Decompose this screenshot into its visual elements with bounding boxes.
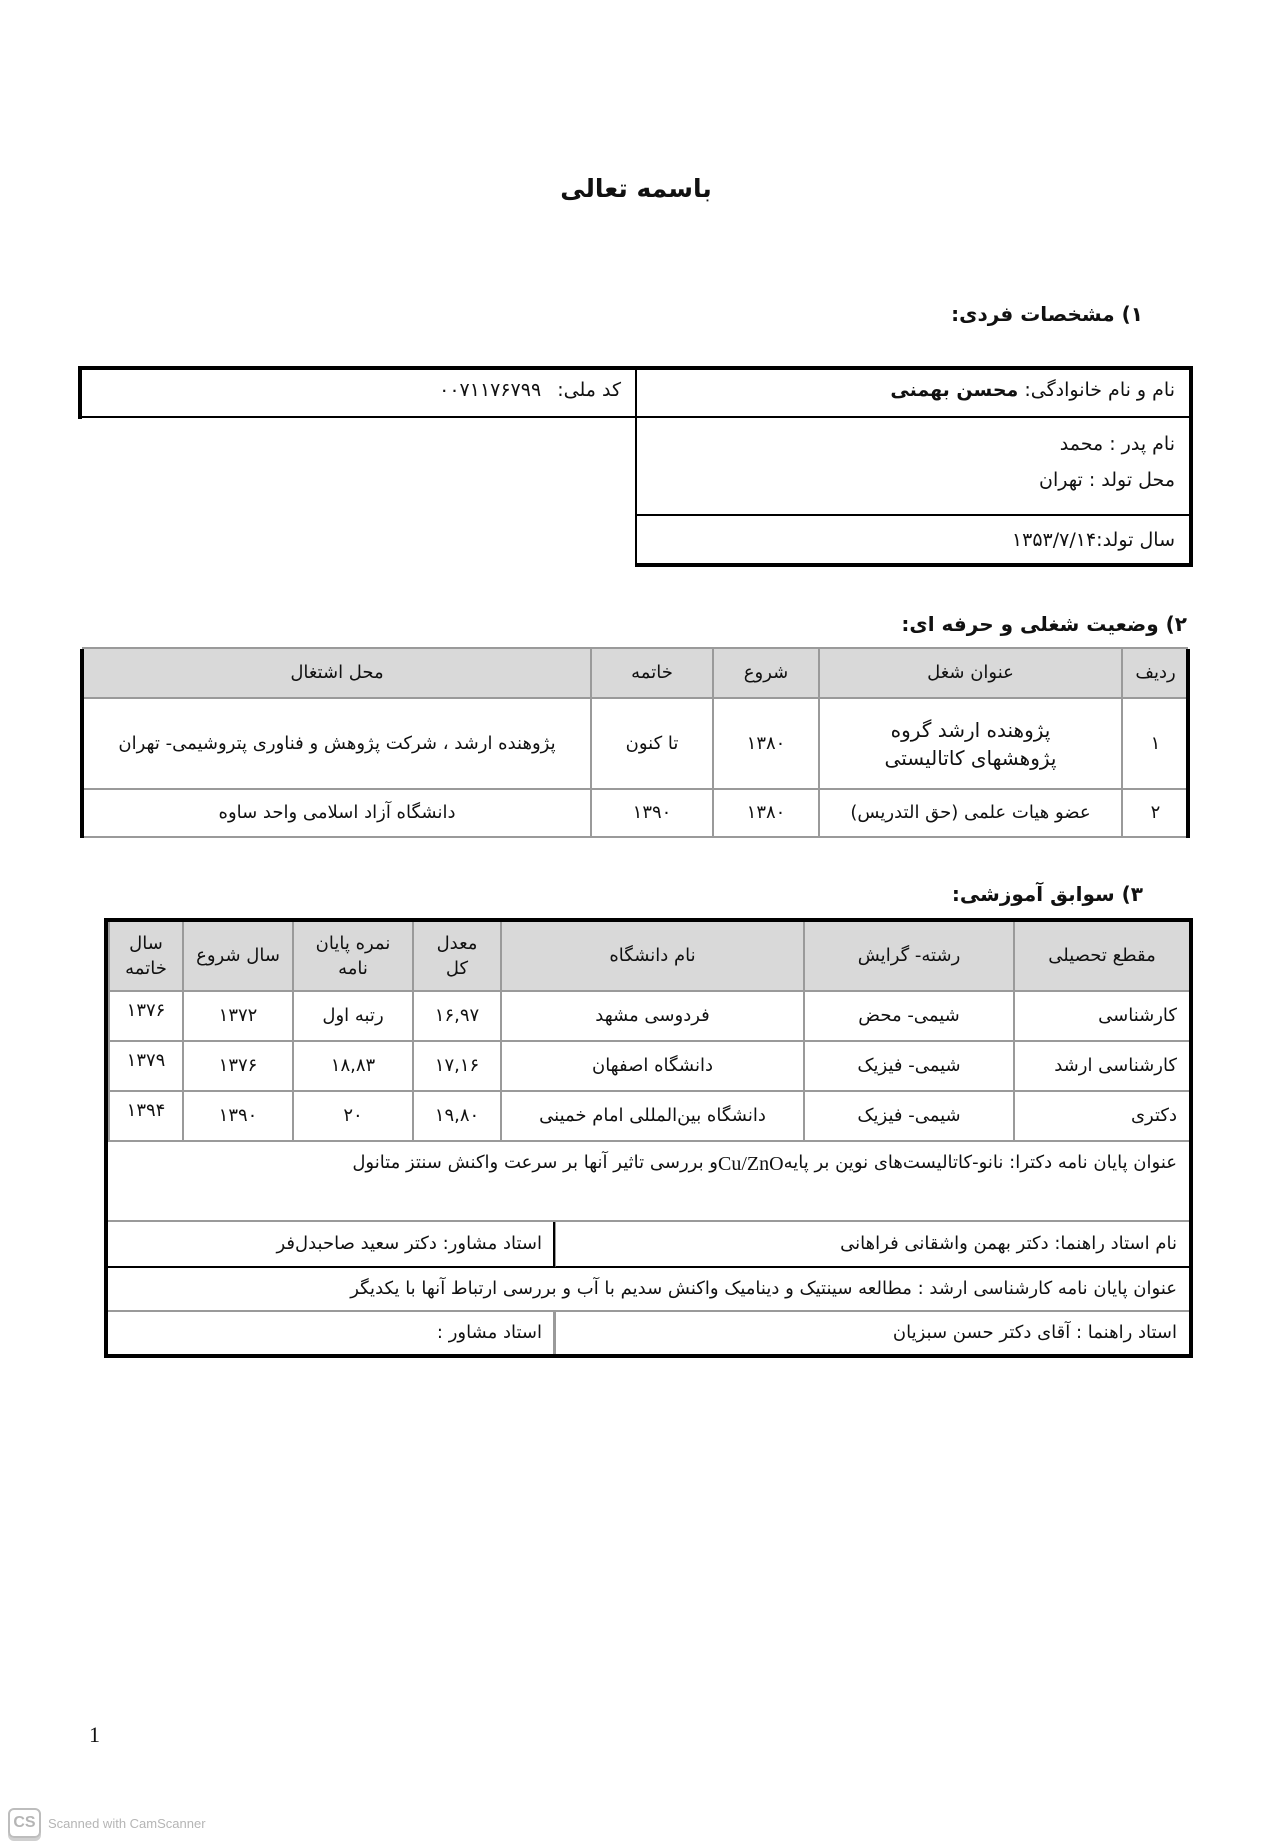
personal-info-table xyxy=(78,366,1193,566)
section-personal-heading: ۱) مشخصات فردی: xyxy=(951,302,1143,326)
table-cell-degree: دکتری xyxy=(1013,1092,1189,1142)
phd-supervisor: نام استاد راهنما: دکتر بهمن واشقانی فراهانی xyxy=(554,1222,1189,1268)
national-code-value: ۰۰۷۱۱۷۶۷۹۹ xyxy=(439,379,542,401)
table-cell-field: شیمی- محض xyxy=(803,992,1013,1042)
full-name-value: محسن بهمنی xyxy=(890,379,1019,401)
table-border xyxy=(635,514,1193,516)
table-cell-start: ۱۳۸۰ xyxy=(712,699,818,790)
page-number: 1 xyxy=(89,1722,100,1747)
section-education-heading: ۳) سوابق آموزشی: xyxy=(951,882,1143,906)
column-header-gpa: معدل کل xyxy=(412,922,500,992)
column-header-field: رشته- گرایش xyxy=(803,922,1013,992)
table-cell-university: دانشگاه بین‌المللی امام خمینی xyxy=(500,1092,803,1142)
table-cell-start: ۱۳۸۰ xyxy=(712,790,818,838)
table-cell-gpa: ۱۹,۸۰ xyxy=(412,1092,500,1142)
table-cell-end: ۱۳۹۰ xyxy=(590,790,712,838)
full-name-label: نام و نام خانوادگی: xyxy=(1018,379,1175,401)
table-cell-thesis-grade: رتبه اول xyxy=(292,992,412,1042)
table-cell-degree: کارشناسی xyxy=(1013,992,1189,1042)
table-cell-start-year: ۱۳۷۶ xyxy=(182,1042,292,1092)
table-border xyxy=(553,1222,555,1268)
section-employment-heading: ۲) وضعیت شغلی و حرفه ای: xyxy=(901,612,1187,636)
camscanner-text: Scanned with CamScanner xyxy=(48,1815,206,1831)
msc-supervisor: استاد راهنما : آقای دکتر حسن سبزیان xyxy=(554,1312,1189,1354)
table-border xyxy=(1186,649,1190,838)
table-cell-gpa: ۱۷,۱۶ xyxy=(412,1042,500,1092)
table-cell-workplace: دانشگاه آزاد اسلامی واحد ساوه xyxy=(82,790,590,838)
birth-place-field: محل تولد : تهران xyxy=(1039,469,1175,491)
table-cell-workplace: پژوهنده ارشد ، شرکت پژوهش و فناوری پتروشیمی- تهران xyxy=(82,699,590,790)
table-cell-gpa: ۱۶,۹۷ xyxy=(412,992,500,1042)
phd-thesis-suffix: و بررسی تاثیر آنها بر سرعت واکنش سنتز متانول xyxy=(352,1152,718,1173)
table-cell-thesis-grade: ۲۰ xyxy=(292,1092,412,1142)
table-cell-university: دانشگاه اصفهان xyxy=(500,1042,803,1092)
table-cell-end-year: ۱۳۷۹ xyxy=(108,1042,182,1092)
column-header-degree: مقطع تحصیلی xyxy=(1013,922,1189,992)
table-cell-start-year: ۱۳۹۰ xyxy=(182,1092,292,1142)
column-header-workplace: محل اشتغال xyxy=(82,649,590,699)
national-code-label: کد ملی: xyxy=(557,379,621,401)
table-cell-university: فردوسی مشهد xyxy=(500,992,803,1042)
camscanner-logo-icon: CS xyxy=(8,1808,41,1838)
column-header-start: شروع xyxy=(712,649,818,699)
table-border xyxy=(553,1312,555,1354)
table-cell-field: شیمی- فیزیک xyxy=(803,1042,1013,1092)
table-border xyxy=(80,649,84,838)
birth-date-field: سال تولد:۱۳۵۳/۷/۱۴ xyxy=(1011,529,1175,551)
column-header-end-year: سال خاتمه xyxy=(108,922,182,992)
table-border xyxy=(635,563,1193,567)
column-header-row-number: ردیف xyxy=(1121,649,1188,699)
phd-advisor: استاد مشاور: دکتر سعید صاحبدل‌فر xyxy=(108,1222,554,1268)
column-header-end: خاتمه xyxy=(590,649,712,699)
employment-table xyxy=(82,647,1188,838)
table-cell-row-number: ۱ xyxy=(1121,699,1188,790)
education-table xyxy=(104,918,1193,1358)
phd-thesis-prefix: عنوان پایان نامه دکترا: نانو-کاتالیست‌های نوین بر پایه xyxy=(783,1152,1177,1173)
msc-thesis-title: عنوان پایان نامه کارشناسی ارشد : مطالعه سینتیک و دینامیک واکنش سدیم با آب و بررسی ارتباط آنها با یکدیگر xyxy=(108,1268,1189,1312)
table-border xyxy=(1189,366,1193,566)
father-name-field: نام پدر : محمد xyxy=(1059,433,1175,455)
table-cell-end-year: ۱۳۹۴ xyxy=(108,1092,182,1142)
document-title: باسمه تعالی xyxy=(560,174,712,203)
table-cell-row-number: ۲ xyxy=(1121,790,1188,838)
table-cell-degree: کارشناسی ارشد xyxy=(1013,1042,1189,1092)
full-name-field xyxy=(637,372,1189,416)
camscanner-watermark xyxy=(8,1808,206,1838)
table-cell-field: شیمی- فیزیک xyxy=(803,1092,1013,1142)
table-cell-start-year: ۱۳۷۲ xyxy=(182,992,292,1042)
table-cell-job-title: پژوهنده ارشد گروه پژوهشهای کاتالیستی xyxy=(818,699,1121,790)
phd-thesis-title xyxy=(108,1142,1189,1222)
column-header-job-title: عنوان شغل xyxy=(818,649,1121,699)
table-cell-thesis-grade: ۱۸,۸۳ xyxy=(292,1042,412,1092)
table-cell-job-title: عضو هیات علمی (حق التدریس) xyxy=(818,790,1121,838)
msc-advisor: استاد مشاور : xyxy=(436,1322,542,1344)
table-cell-end: تا کنون xyxy=(590,699,712,790)
column-header-start-year: سال شروع xyxy=(182,922,292,992)
table-cell-end-year: ۱۳۷۶ xyxy=(108,992,182,1042)
column-header-university: نام دانشگاه xyxy=(500,922,803,992)
national-code-field xyxy=(82,372,635,416)
column-header-thesis-grade: نمره پایان نامه xyxy=(292,922,412,992)
phd-thesis-formula: Cu/ZnO xyxy=(718,1153,784,1175)
